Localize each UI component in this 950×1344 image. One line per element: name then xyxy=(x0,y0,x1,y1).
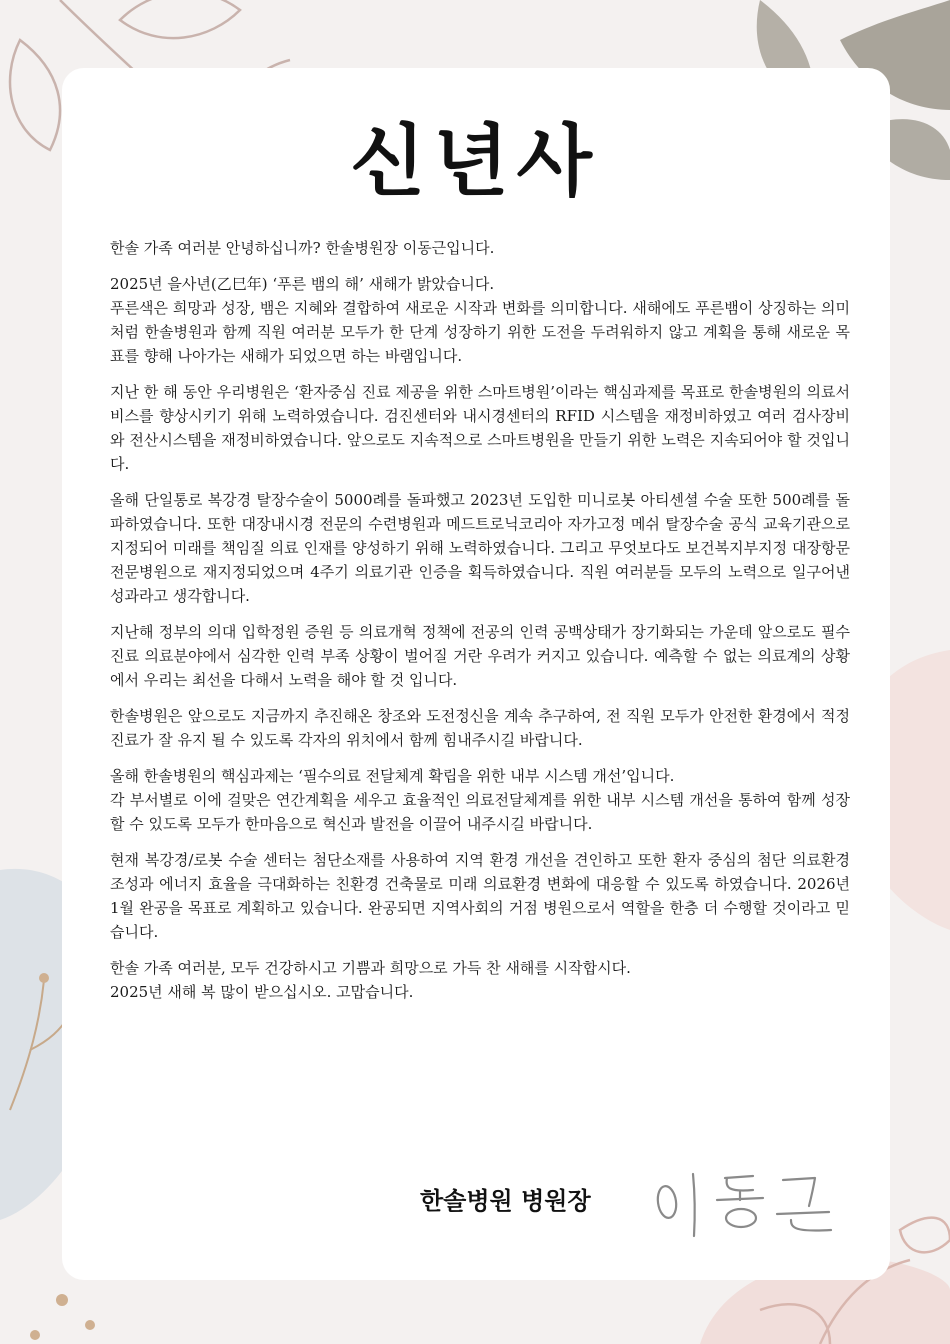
paragraph-line: 2025년 새해 복 많이 받으십시오. 고맙습니다. xyxy=(110,983,414,1001)
paragraph-achievements xyxy=(110,488,850,608)
paragraph-line: 한솔 가족 여러분 안녕하십니까? 한솔병원장 이동근입니다. xyxy=(110,239,495,257)
page-title: 신년사 xyxy=(349,117,601,207)
paragraph-line: 올해 한솔병원의 핵심과제는 ‘필수의료 전달체계 확립을 위한 내부 시스템 개선’입니다. xyxy=(110,767,675,785)
paragraph-line: 각 부서별로 이에 걸맞은 연간계획을 세우고 효율적인 의료전달체계를 위한 내부 시스템 개선을 통하여 함께 성장할 수 있도록 모두가 한마음으로 혁신과 발전을 이끌어 내주시길 바랍니다. xyxy=(110,791,850,833)
paragraph-new-year xyxy=(110,272,850,368)
paragraph-medical-reform xyxy=(110,620,850,692)
handwritten-signature xyxy=(645,1160,845,1240)
paragraph-line: 지난 한 해 동안 우리병원은 ‘환자중심 진료 제공을 위한 스마트병원’이라는 핵심과제를 목표로 한솔병원의 의료서비스를 향상시키기 위해 노력하였습니다. 검진센터와 내시경센터의 RFID 시스템을 재정비하였고 여러 검사장비와 전산시스템을 재정비하였습니다. 앞으로도 지속적으로 스마트병원을 만들기 위한 노력은 지속되어야 할 것입니다. xyxy=(110,383,850,473)
paragraph-line: 한솔 가족 여러분, 모두 건강하시고 기쁨과 희망으로 가득 찬 새해를 시작합시다. xyxy=(110,959,631,977)
paragraph-line: 푸른색은 희망과 성장, 뱀은 지혜와 결합하여 새로운 시작과 변화를 의미합니다. 새해에도 푸른뱀이 상징하는 의미처럼 한솔병원과 함께 직원 여러분 모두가 한 단계 성장하기 위한 도전을 두려워하지 않고 계획을 통해 새로운 목표를 향해 나아가는 새해가 되었으면 하는 바램입니다. xyxy=(110,299,850,365)
paragraph-line: 한솔병원은 앞으로도 지금까지 추진해온 창조와 도전정신을 계속 추구하여, 전 직원 모두가 안전한 환경에서 적정 진료가 잘 유지 될 수 있도록 각자의 위치에서 함께 힘내주시길 바랍니다. xyxy=(110,707,850,749)
letter-body xyxy=(110,236,850,1016)
paragraph-line: 지난해 정부의 의대 입학정원 증원 등 의료개혁 정책에 전공의 인력 공백상태가 장기화되는 가운데 앞으로도 필수 진료 의료분야에서 심각한 인력 부족 상황이 벌어질 거란 우려가 커지고 있습니다. 예측할 수 없는 의료계의 상황에서 우리는 최선을 다해서 노력을 해야 할 것 입니다. xyxy=(110,623,850,689)
paragraph-line: 현재 복강경/로봇 수술 센터는 첨단소재를 사용하여 지역 환경 개선을 견인하고 또한 환자 중심의 첨단 의료환경 조성과 에너지 효율을 극대화하는 친환경 건축물로 미래 의료환경 변화에 대응할 수 있도록 하였습니다. 2026년 1월 완공을 목표로 계획하고 있습니다. 완공되면 지역사회의 거점 병원으로서 역할을 한층 더 수행할 것이라고 믿습니다. xyxy=(110,851,850,941)
paragraph-last-year xyxy=(110,380,850,476)
paragraph-line: 2025년 을사년(乙巳年) ‘푸른 뱀의 해’ 새해가 밝았습니다. xyxy=(110,275,495,293)
paragraph-closing xyxy=(110,956,850,1004)
signature-title: 한솔병원 병원장 xyxy=(420,1187,591,1215)
paragraph-greeting xyxy=(110,236,850,260)
paragraph-challenge xyxy=(110,704,850,752)
paragraph-line: 올해 단일통로 복강경 탈장수술이 5000례를 돌파했고 2023년 도입한 미니로봇 아티센셜 수술 또한 500례를 돌파하였습니다. 또한 대장내시경 전문의 수련병원과 메드트로닉코리아 자가고정 메쉬 탈장수술 공식 교육기관으로 지정되어 미래를 책임질 의료 인재를 양성하기 위해 노력하였습니다. 그리고 무엇보다도 보건복지부지정 대장항문 전문병원으로 재지정되었으며 4주기 의료기관 인증을 획득하였습니다. 직원 여러분들 모두의 노력으로 일구어낸 성과라고 생각합니다. xyxy=(110,491,850,605)
paragraph-core-task xyxy=(110,764,850,836)
paragraph-surgery-center xyxy=(110,848,850,944)
